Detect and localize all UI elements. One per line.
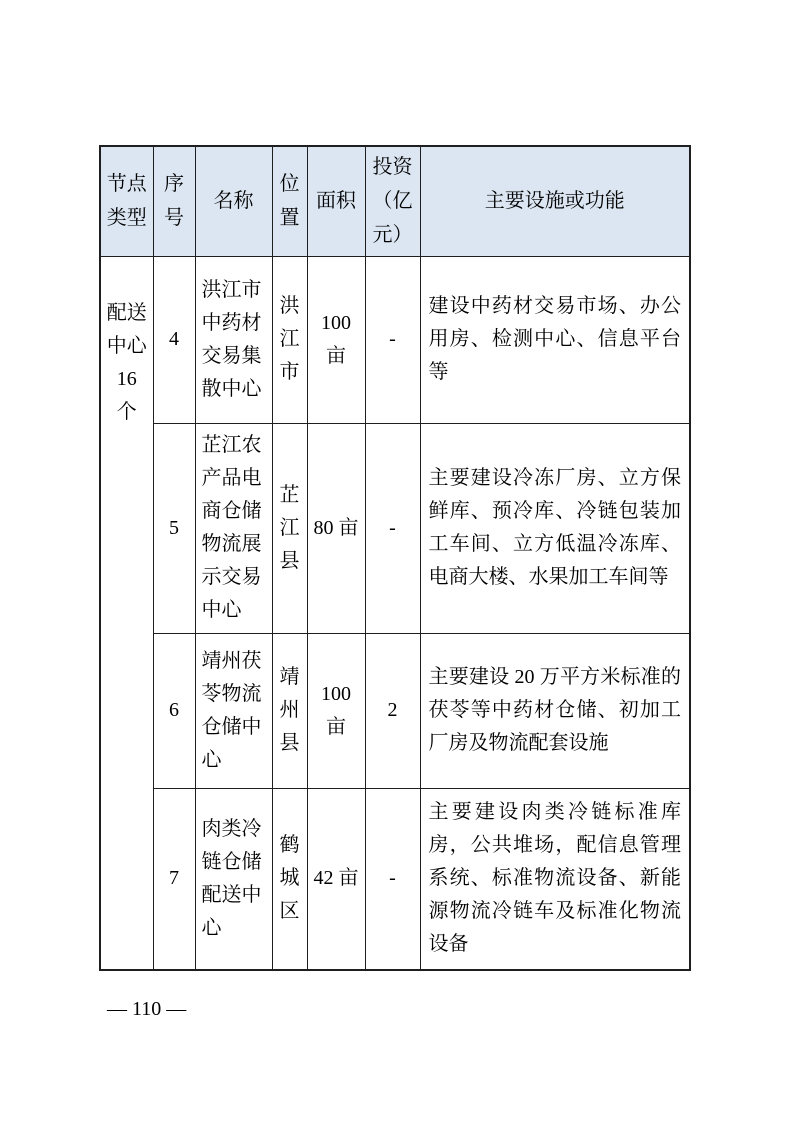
cell-investment: - [365, 256, 420, 423]
table-row [100, 633, 690, 788]
cell-investment: - [365, 788, 420, 970]
header-seq: 序号 [153, 146, 195, 256]
cell-facilities: 主要建设肉类冷链标准库房，公共堆场，配信息管理系统、标准物流设备、新能源物流冷链车及标准化物流设备 [420, 788, 690, 970]
table-row [100, 788, 690, 970]
header-name: 名称 [195, 146, 272, 256]
cell-seq: 5 [153, 423, 195, 633]
cell-facilities: 建设中药材交易市场、办公用房、检测中心、信息平台等 [420, 256, 690, 423]
cell-location: 鹤城区 [272, 788, 307, 970]
cell-seq: 6 [153, 633, 195, 788]
cell-name: 洪江市中药材交易集散中心 [195, 256, 272, 423]
cell-area: 100 亩 [307, 633, 365, 788]
cell-area: 80 亩 [307, 423, 365, 633]
cell-facilities: 主要建设冷冻厂房、立方保鲜库、预冷库、冷链包装加工车间、立方低温冷冻库、电商大楼、水果加工车间等 [420, 423, 690, 633]
cell-area: 100 亩 [307, 256, 365, 423]
cell-name: 芷江农产品电商仓储物流展示交易中心 [195, 423, 272, 633]
table-row [100, 256, 690, 423]
cell-location: 洪江市 [272, 256, 307, 423]
page-number: — 110 — [107, 998, 187, 1020]
cell-location: 芷江县 [272, 423, 307, 633]
cell-seq: 4 [153, 256, 195, 423]
header-location: 位置 [272, 146, 307, 256]
cell-facilities: 主要建设 20 万平方米标准的茯苓等中药材仓储、初加工厂房及物流配套设施 [420, 633, 690, 788]
cell-seq: 7 [153, 788, 195, 970]
cell-location: 靖州县 [272, 633, 307, 788]
table-row [100, 423, 690, 633]
header-facilities: 主要设施或功能 [420, 146, 690, 256]
header-row [100, 146, 690, 256]
cell-area: 42 亩 [307, 788, 365, 970]
logistics-nodes-table [99, 145, 691, 971]
header-investment: 投资（亿元） [365, 146, 420, 256]
cell-name: 靖州茯苓物流仓储中心 [195, 633, 272, 788]
cell-investment: - [365, 423, 420, 633]
header-node-type: 节点类型 [100, 146, 153, 256]
cell-name: 肉类冷链仓储配送中心 [195, 788, 272, 970]
cell-investment: 2 [365, 633, 420, 788]
header-area: 面积 [307, 146, 365, 256]
node-type-group-cell: 配送中心 16 个 [100, 256, 153, 970]
